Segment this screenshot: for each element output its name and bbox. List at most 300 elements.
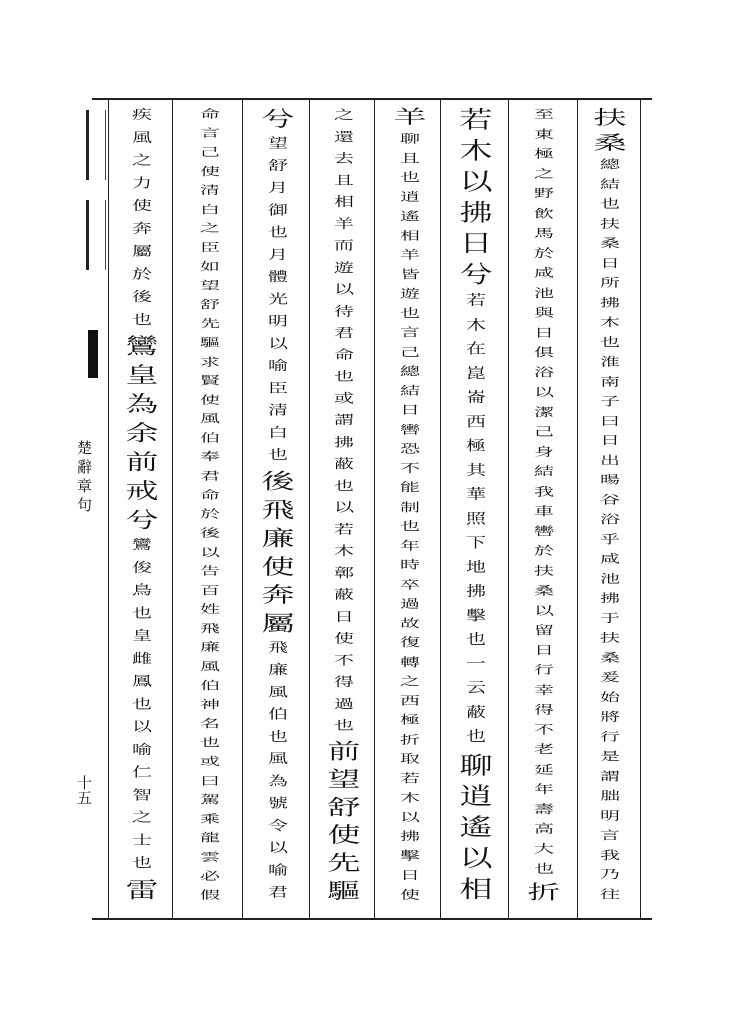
character: 使 — [261, 553, 295, 579]
character: 也 — [534, 861, 554, 876]
character: 日 — [459, 229, 493, 257]
character: 屬 — [132, 242, 152, 259]
character: 也 — [334, 368, 354, 384]
character: 拂 — [334, 434, 354, 450]
character: 己 — [200, 144, 220, 159]
character: 過 — [400, 596, 420, 611]
binding-edge-mark — [86, 110, 106, 180]
character: 於 — [200, 506, 220, 521]
main-text-segment — [594, 108, 627, 158]
character: 於 — [132, 265, 152, 282]
character: 極 — [534, 146, 554, 161]
main-text-segment — [459, 105, 493, 293]
character: 木 — [459, 136, 493, 165]
character: 明 — [268, 313, 288, 329]
character: 言 — [400, 325, 420, 339]
character: 照 — [466, 509, 486, 527]
character: 力 — [132, 174, 152, 191]
character: 風 — [268, 750, 288, 767]
character: 也 — [200, 735, 220, 749]
character: 如 — [200, 259, 220, 273]
character: 去 — [334, 150, 354, 166]
character: 仁 — [132, 763, 152, 780]
character: 遊 — [334, 259, 354, 275]
character: 一 — [466, 655, 486, 672]
character: 總 — [400, 364, 420, 378]
character: 御 — [268, 201, 288, 218]
character: 以 — [200, 544, 220, 559]
text-column-7 — [186, 108, 234, 908]
character: 以 — [268, 839, 288, 856]
text-column-5 — [320, 108, 368, 908]
character: 先 — [327, 850, 361, 875]
character: 清 — [200, 183, 220, 197]
character: 折 — [400, 732, 420, 746]
character: 扶 — [534, 563, 554, 578]
character: 假 — [200, 887, 220, 902]
column-rule — [309, 100, 310, 920]
text-column-2 — [520, 108, 568, 908]
character: 日 — [600, 433, 620, 448]
character: 言 — [600, 827, 620, 842]
character: 復 — [400, 635, 420, 650]
character: 延 — [534, 762, 554, 776]
commentary-segment — [132, 538, 152, 879]
character: 年 — [534, 781, 554, 796]
character: 至 — [534, 106, 554, 121]
character: 伯 — [200, 430, 220, 444]
character: 恐 — [400, 441, 420, 456]
character: 蔽 — [466, 703, 486, 721]
character: 兮 — [261, 106, 295, 132]
character: 廉 — [261, 525, 295, 551]
character: 木 — [400, 790, 420, 805]
character: 蔽 — [334, 455, 354, 471]
character: 於 — [534, 543, 554, 558]
character: 日 — [400, 402, 420, 417]
bottom-border — [92, 918, 652, 920]
column-rule — [440, 100, 441, 920]
character: 擊 — [400, 848, 420, 863]
character: 喻 — [132, 741, 152, 757]
commentary-segment — [132, 108, 152, 335]
character: 木 — [600, 314, 620, 329]
character: 風 — [268, 683, 288, 700]
character: 戒 — [125, 478, 159, 504]
character: 逍 — [400, 189, 420, 204]
character: 雲 — [200, 849, 220, 863]
character: 也 — [334, 717, 354, 733]
character: 駕 — [200, 792, 220, 806]
character: 鸞 — [132, 536, 152, 553]
main-text-segment — [262, 470, 295, 640]
character: 後 — [261, 468, 295, 494]
character: 是 — [600, 748, 620, 763]
character: 謂 — [600, 768, 620, 783]
character: 姓 — [200, 602, 220, 616]
character: 結 — [400, 383, 420, 398]
character: 木 — [466, 316, 486, 333]
character: 風 — [200, 659, 220, 673]
character: 伯 — [200, 678, 220, 692]
character: 日 — [334, 608, 354, 624]
column-rule — [242, 100, 243, 920]
character: 過 — [334, 695, 354, 711]
character: 馬 — [534, 225, 554, 240]
character: 神 — [200, 697, 220, 711]
character: 羊 — [400, 247, 420, 262]
character: 老 — [534, 742, 554, 757]
character: 臣 — [200, 240, 220, 254]
character: 賢 — [200, 373, 220, 387]
character: 命 — [200, 106, 220, 121]
character: 風 — [200, 411, 220, 425]
character: 遙 — [400, 209, 420, 223]
character: 云 — [466, 679, 486, 697]
character: 暘 — [600, 472, 620, 487]
character: 池 — [600, 571, 620, 586]
character: 轡 — [534, 523, 554, 538]
character: 奔 — [132, 220, 152, 237]
character: 之 — [132, 809, 152, 825]
character: 且 — [334, 172, 354, 188]
character: 明 — [600, 808, 620, 822]
commentary-segment — [200, 108, 220, 908]
main-text-segment — [262, 108, 295, 136]
column-rule — [108, 100, 109, 920]
text-column-6 — [254, 108, 302, 908]
character: 喻 — [268, 357, 288, 374]
character: 以 — [459, 843, 493, 872]
character: 能 — [400, 480, 420, 494]
character: 奔 — [261, 581, 295, 608]
column-rule — [577, 100, 578, 920]
character: 遊 — [400, 286, 420, 301]
character: 廉 — [200, 640, 220, 654]
character: 俱 — [534, 345, 554, 359]
character: 年 — [400, 538, 420, 553]
character: 命 — [334, 346, 354, 362]
character: 相 — [400, 228, 420, 242]
character: 相 — [334, 194, 354, 210]
character: 舒 — [268, 157, 288, 173]
character: 乎 — [600, 531, 620, 546]
character: 子 — [600, 393, 620, 408]
character: 扶 — [600, 216, 620, 231]
column-rule — [640, 100, 641, 920]
character: 也 — [466, 630, 486, 648]
character: 我 — [534, 484, 554, 498]
character: 崙 — [466, 388, 486, 406]
character: 結 — [534, 464, 554, 479]
commentary-segment — [400, 133, 420, 908]
character: 乃 — [600, 867, 620, 882]
character: 曰 — [600, 413, 620, 428]
character: 而 — [334, 237, 354, 253]
character: 龍 — [200, 830, 220, 844]
character: 身 — [534, 444, 554, 459]
character: 取 — [400, 751, 420, 766]
character: 疾 — [132, 106, 152, 123]
commentary-segment — [334, 108, 354, 741]
character: 轉 — [400, 654, 420, 669]
character: 風 — [132, 129, 152, 146]
character: 扶 — [600, 630, 620, 645]
character: 折 — [527, 880, 561, 904]
character: 也 — [132, 311, 152, 327]
character: 桑 — [600, 236, 620, 250]
character: 時 — [400, 558, 420, 572]
character: 也 — [334, 477, 354, 493]
character: 朏 — [600, 788, 620, 803]
character: 將 — [600, 709, 620, 724]
character: 得 — [334, 673, 354, 690]
character: 以 — [534, 384, 554, 399]
character: 後 — [132, 288, 152, 305]
character: 使 — [200, 164, 220, 178]
character: 飛 — [200, 621, 220, 635]
main-text-segment — [125, 876, 159, 908]
character: 浴 — [534, 364, 554, 379]
character: 己 — [534, 424, 554, 439]
character: 也 — [400, 170, 420, 184]
character: 高 — [534, 821, 554, 836]
character: 不 — [400, 461, 420, 475]
character: 也 — [268, 224, 288, 240]
character: 曰 — [200, 773, 220, 787]
character: 拂 — [600, 295, 620, 309]
character: 舒 — [327, 794, 361, 820]
character: 使 — [132, 197, 152, 214]
character: 前 — [327, 738, 361, 764]
character: 日 — [534, 642, 554, 657]
character: 東 — [534, 126, 554, 141]
character: 必 — [200, 868, 220, 883]
character: 或 — [334, 390, 354, 406]
character: 月 — [268, 246, 288, 262]
character: 或 — [200, 754, 220, 768]
character: 望 — [200, 278, 220, 292]
page-number: 十五 — [75, 775, 93, 805]
character: 雌 — [132, 650, 152, 666]
character: 桑 — [534, 583, 554, 598]
character: 拂 — [400, 829, 420, 843]
character: 也 — [268, 446, 288, 463]
character: 相 — [459, 874, 493, 903]
character: 令 — [268, 817, 288, 833]
character: 谷 — [600, 492, 620, 507]
character: 桑 — [600, 650, 620, 665]
top-border — [92, 98, 652, 100]
character: 俊 — [132, 559, 152, 576]
character: 淮 — [600, 354, 620, 369]
character: 臣 — [268, 379, 288, 396]
character: 桑 — [593, 131, 627, 154]
character: 以 — [459, 167, 493, 196]
main-text-segment — [327, 738, 361, 908]
character: 扶 — [593, 106, 627, 129]
character: 於 — [534, 245, 554, 260]
character: 命 — [200, 487, 220, 502]
character: 為 — [268, 772, 288, 789]
character: 前 — [125, 449, 159, 475]
character: 得 — [534, 702, 554, 717]
character: 以 — [400, 809, 420, 824]
character: 羊 — [334, 215, 354, 232]
character: 日 — [400, 868, 420, 882]
character: 之 — [334, 106, 354, 122]
commentary-segment — [466, 293, 486, 753]
character: 君 — [268, 884, 288, 900]
character: 日 — [600, 255, 620, 270]
character: 待 — [334, 303, 354, 319]
character: 智 — [132, 786, 152, 803]
character: 言 — [200, 125, 220, 140]
column-rule — [172, 100, 173, 920]
character: 以 — [132, 718, 152, 735]
character: 出 — [600, 453, 620, 467]
character: 在 — [466, 340, 486, 358]
character: 于 — [600, 610, 620, 625]
character: 所 — [600, 275, 620, 290]
character: 西 — [466, 412, 486, 430]
character: 潔 — [534, 404, 554, 419]
text-column-4 — [386, 108, 434, 908]
character: 以 — [268, 335, 288, 351]
text-column-3 — [452, 105, 500, 908]
character: 也 — [132, 695, 152, 712]
character: 也 — [400, 306, 420, 320]
commentary-segment — [268, 641, 288, 908]
character: 謂 — [334, 412, 354, 428]
character: 拂 — [466, 582, 486, 600]
character: 日 — [534, 325, 554, 340]
character: 也 — [466, 727, 486, 745]
character: 西 — [400, 693, 420, 708]
character: 逍 — [459, 782, 493, 810]
character: 後 — [200, 525, 220, 540]
main-text-segment — [394, 108, 427, 133]
character: 車 — [534, 503, 554, 518]
character: 之 — [132, 152, 152, 168]
character: 木 — [334, 543, 354, 559]
character: 求 — [200, 354, 220, 368]
character: 兮 — [459, 260, 493, 288]
character: 鸞 — [125, 333, 159, 359]
column-rule — [508, 100, 509, 920]
character: 始 — [600, 689, 620, 704]
character: 己 — [400, 344, 420, 359]
fish-tail-mark — [88, 330, 98, 378]
character: 下 — [466, 533, 486, 551]
main-text-segment — [126, 335, 159, 538]
commentary-segment — [534, 108, 554, 882]
character: 也 — [600, 334, 620, 349]
character: 與 — [534, 305, 554, 320]
character: 行 — [600, 729, 620, 743]
character: 以 — [334, 281, 354, 297]
character: 若 — [400, 771, 420, 785]
character: 皇 — [125, 362, 159, 388]
commentary-segment — [268, 136, 288, 470]
character: 鳥 — [132, 582, 152, 598]
character: 不 — [334, 652, 354, 668]
character: 雷 — [125, 876, 159, 903]
character: 不 — [534, 722, 554, 737]
character: 聊 — [459, 751, 493, 779]
character: 且 — [400, 150, 420, 165]
character: 以 — [334, 499, 354, 515]
character: 望 — [327, 766, 361, 792]
character: 先 — [200, 316, 220, 330]
character: 野 — [534, 186, 554, 201]
character: 飛 — [261, 496, 295, 522]
text-column-8 — [118, 108, 166, 908]
character: 幸 — [534, 682, 554, 697]
character: 也 — [600, 196, 620, 211]
character: 地 — [466, 558, 486, 576]
character: 壽 — [534, 801, 554, 816]
main-text-segment — [460, 753, 493, 907]
character: 也 — [132, 604, 152, 621]
character: 若 — [459, 105, 493, 134]
character: 故 — [400, 616, 420, 630]
character: 皇 — [132, 627, 152, 644]
character: 望 — [268, 135, 288, 151]
character: 也 — [400, 519, 420, 533]
binding-edge-mark — [86, 200, 106, 270]
character: 驅 — [327, 877, 361, 903]
character: 屬 — [261, 610, 295, 636]
character: 乘 — [200, 811, 220, 825]
character: 制 — [400, 499, 420, 514]
character: 鳳 — [132, 672, 152, 689]
character: 清 — [268, 402, 288, 418]
character: 蔽 — [334, 586, 354, 602]
character: 之 — [200, 221, 220, 235]
character: 還 — [334, 128, 354, 144]
character: 兮 — [125, 506, 159, 533]
character: 咸 — [534, 265, 554, 280]
character: 驅 — [200, 335, 220, 349]
character: 之 — [534, 166, 554, 181]
main-text-segment — [528, 882, 561, 907]
character: 告 — [200, 564, 220, 578]
character: 使 — [400, 887, 420, 901]
character: 羊 — [393, 106, 427, 129]
character: 以 — [534, 603, 554, 618]
character: 飲 — [534, 206, 554, 220]
character: 也 — [268, 728, 288, 744]
character: 奉 — [200, 449, 220, 464]
character: 若 — [334, 521, 354, 537]
character: 結 — [600, 176, 620, 191]
character: 使 — [327, 822, 361, 847]
character: 擊 — [466, 606, 486, 624]
character: 遙 — [459, 812, 493, 841]
character: 往 — [600, 887, 620, 901]
character: 伯 — [268, 706, 288, 722]
character: 使 — [334, 630, 354, 646]
character: 也 — [132, 854, 152, 871]
character: 拂 — [459, 198, 493, 226]
character: 行 — [534, 662, 554, 677]
character: 卒 — [400, 577, 420, 591]
character: 為 — [125, 391, 159, 417]
margin-title-text: 楚辭章句 — [75, 440, 93, 516]
character: 士 — [132, 831, 152, 848]
character: 廉 — [268, 661, 288, 678]
